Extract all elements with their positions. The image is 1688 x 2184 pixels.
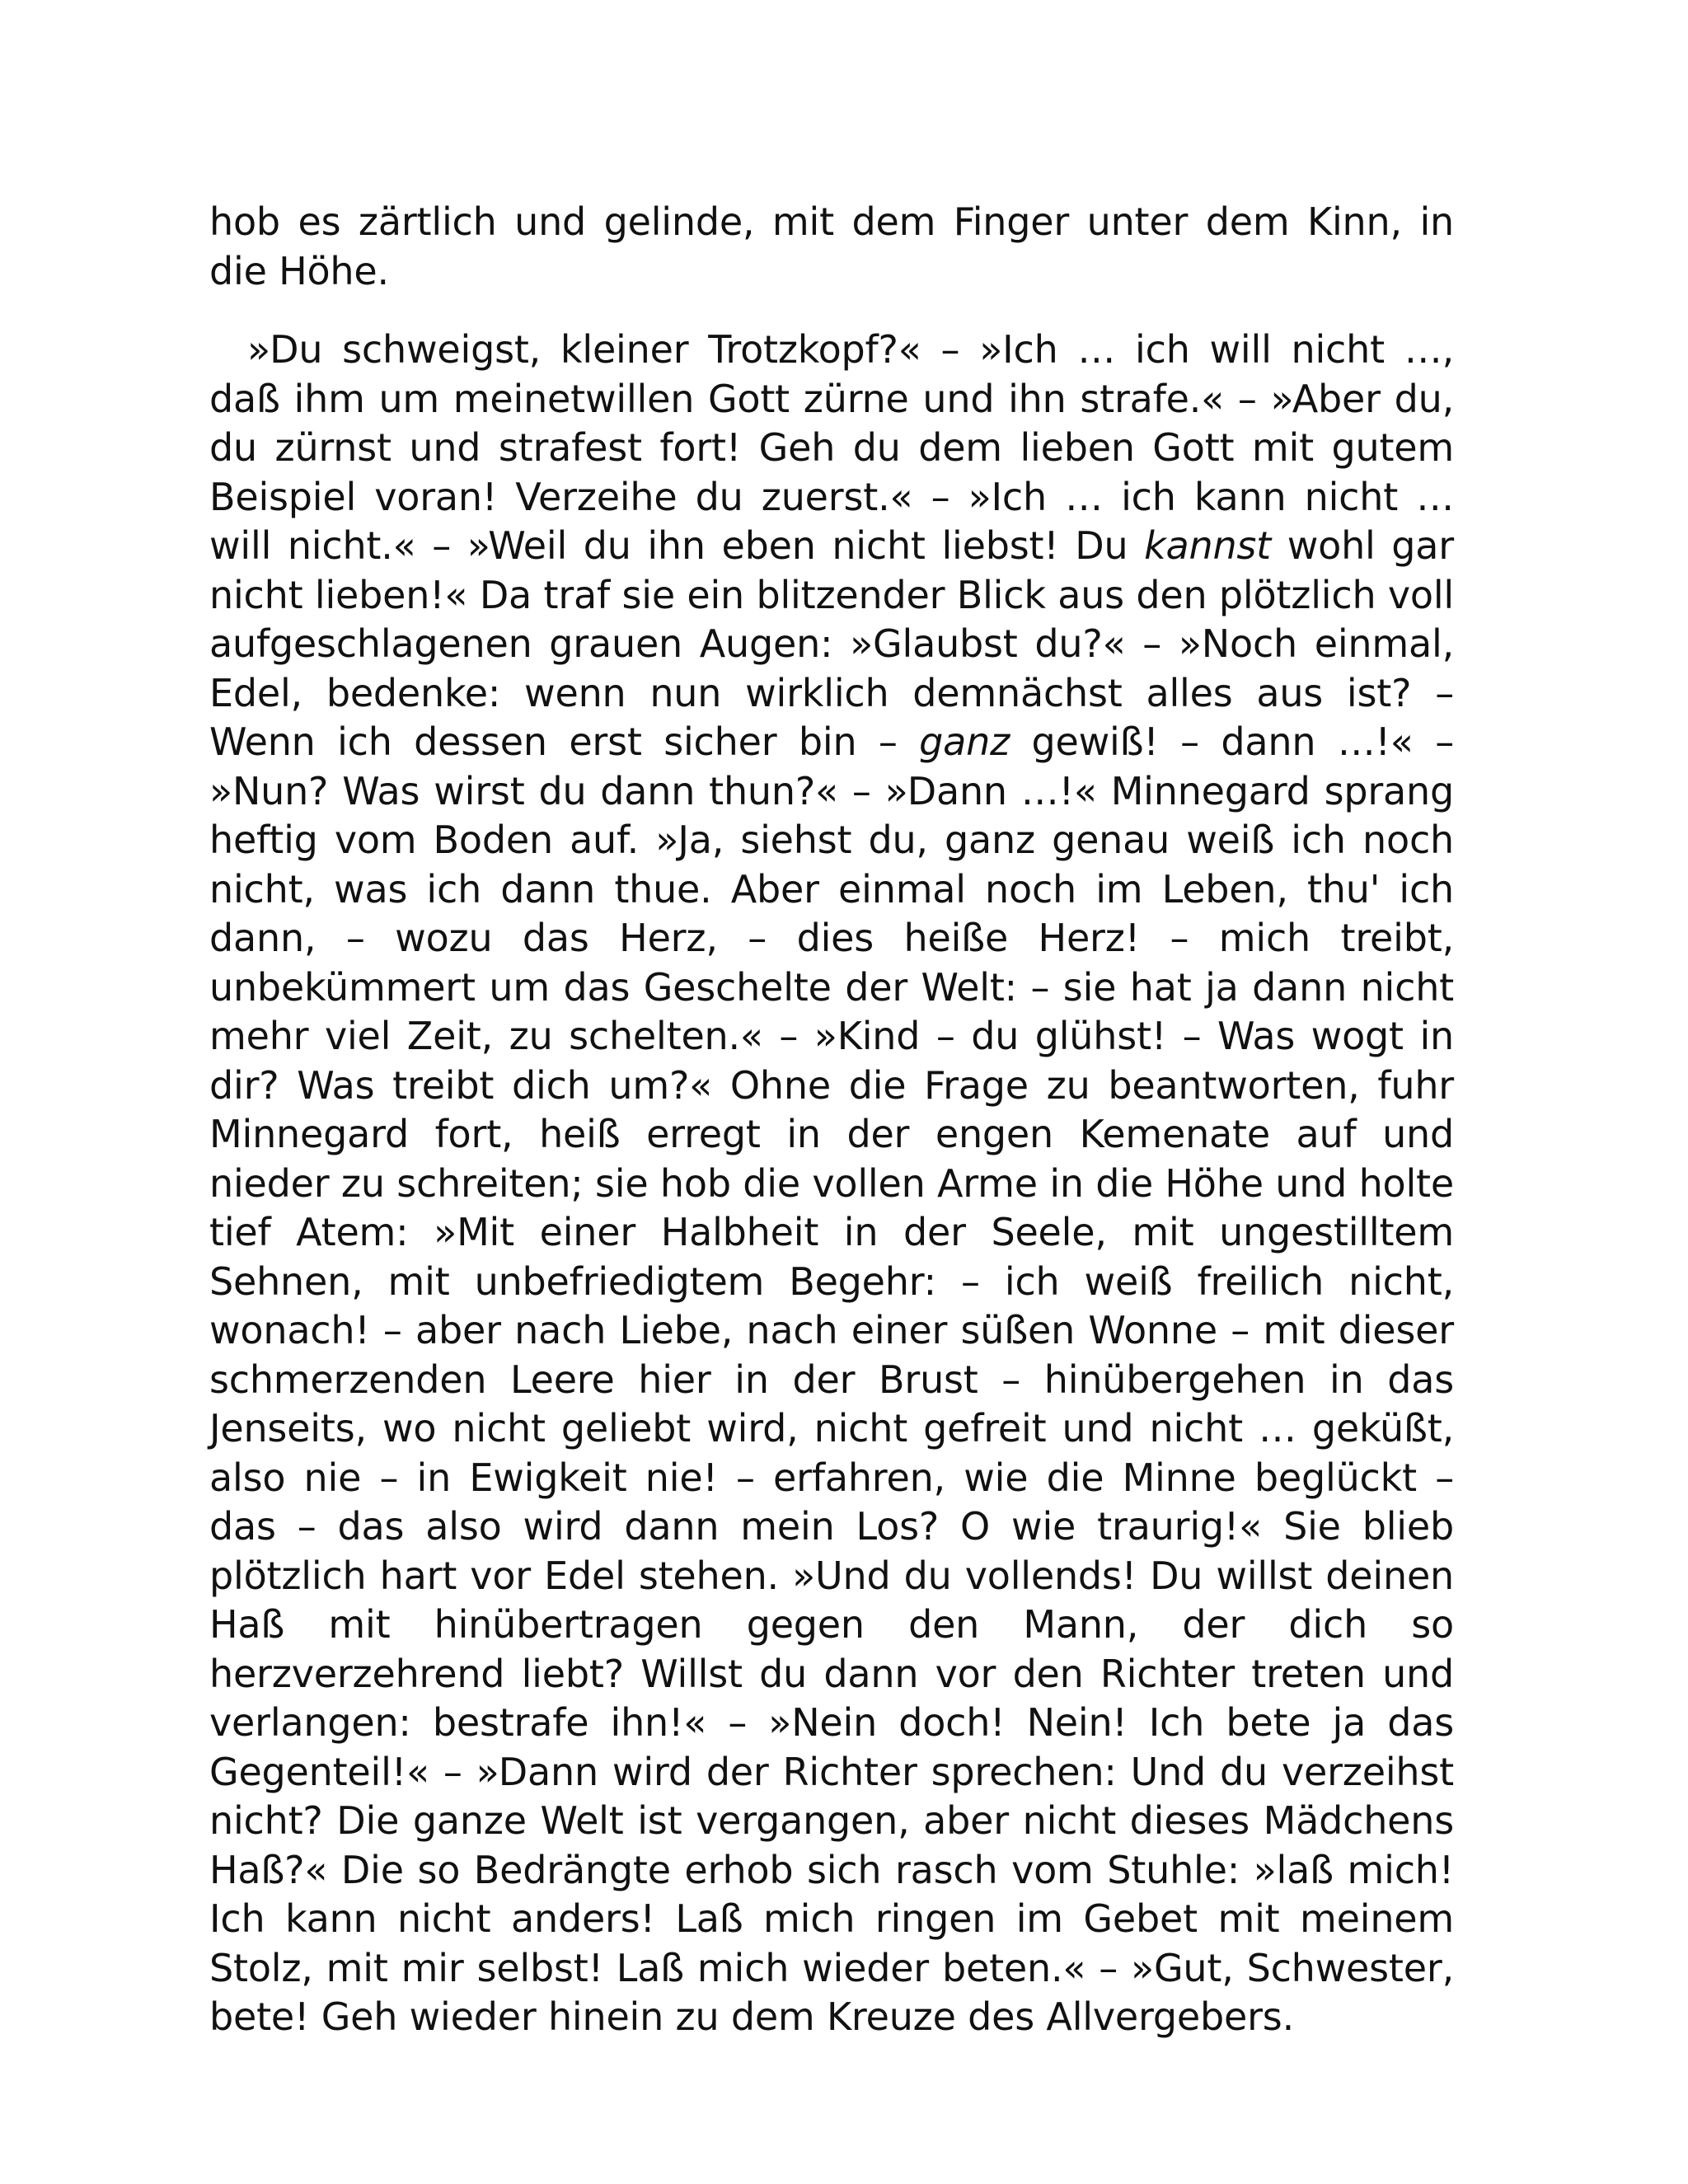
paragraph-2-text-part-2: wohl gar nicht lieben!« Da traf sie ein blitzender Blick aus den plötzlich voll aufgeschlagenen grauen Augen: »Glaubst du?« – »Noch einmal, Edel, bedenke: wenn nun wirklich demnächst alles aus ist? – Wenn ich dessen erst sicher bin – <box>209 523 1454 764</box>
paragraph-1-text: hob es zärtlich und gelinde, mit dem Finger unter dem Kinn, in die Höhe. <box>209 199 1454 293</box>
paragraph-2-text-part-1: »Du schweigst, kleiner Trotzkopf?« – »Ich … ich will nicht …, daß ihm um meinetwillen Gott zürne und ihn strafe.« – »Aber du, du zürnst und strafest fort! Geh du dem lieben Gott mit gutem Beispiel voran! Verzeihe du zuerst.« – »Ich … ich kann nicht … will nicht.« – »Weil du ihn eben nicht liebst! Du <box>209 327 1454 568</box>
document-page <box>209 198 1454 2042</box>
paragraph-2-italic-kannst: kannst <box>1144 523 1272 568</box>
paragraph-1 <box>209 198 1454 296</box>
paragraph-2-text-part-3: gewiß! – dann …!« – »Nun? Was wirst du dann thun?« – »Dann …!« Minnegard sprang heftig vom Boden auf. »Ja, siehst du, ganz genau weiß ich noch nicht, was ich dann thue. Aber einmal noch im Leben, thu' ich dann, – wozu das Herz, – dies heiße Herz! – mich treibt, unbekümmert um das Geschelte der Welt: – sie hat ja dann nicht mehr viel Zeit, zu schelten.« – »Kind – du glühst! – Was wogt in dir? Was treibt dich um?« Ohne die Frage zu beantworten, fuhr Minnegard fort, heiß erregt in der engen Kemenate auf und nieder zu schreiten; sie hob die vollen Arme in die Höhe und holte tief Atem: »Mit einer Halbheit in der Seele, mit ungestilltem Sehnen, mit unbefriedigtem Begehr: – ich weiß freilich nicht, wonach! – aber nach Liebe, nach einer süßen Wonne – mit dieser schmerzenden Leere hier in der Brust – hinübergehen in das Jenseits, wo nicht geliebt wird, nicht gefreit und nicht … geküßt, also nie – in Ewigkeit nie! – erfahren, wie die Minne beglückt – das – das also wird dann mein Los? O wie traurig!« Sie blieb plötzlich hart vor Edel stehen. »Und du vollends! Du willst deinen Haß mit hinübertragen gegen den Mann, der dich so herzverzehrend liebt? Willst du dann vor den Richter treten und verlangen: bestrafe ihn!« – »Nein doch! Nein! Ich bete ja das Gegenteil!« – »Dann wird der Richter sprechen: Und du verzeihst nicht? Die ganze Welt ist vergangen, aber nicht dieses Mädchens Haß?« Die so Bedrängte erhob sich rasch vom Stuhle: »laß mich! Ich kann nicht anders! Laß mich ringen im Gebet mit meinem Stolz, mit mir selbst! Laß mich wieder beten.« – »Gut, Schwester, bete! Geh wieder hinein zu dem Kreuze des Allvergebers. <box>209 719 1454 2039</box>
paragraph-2-italic-ganz: ganz <box>919 719 1010 764</box>
paragraph-2 <box>209 326 1454 2042</box>
